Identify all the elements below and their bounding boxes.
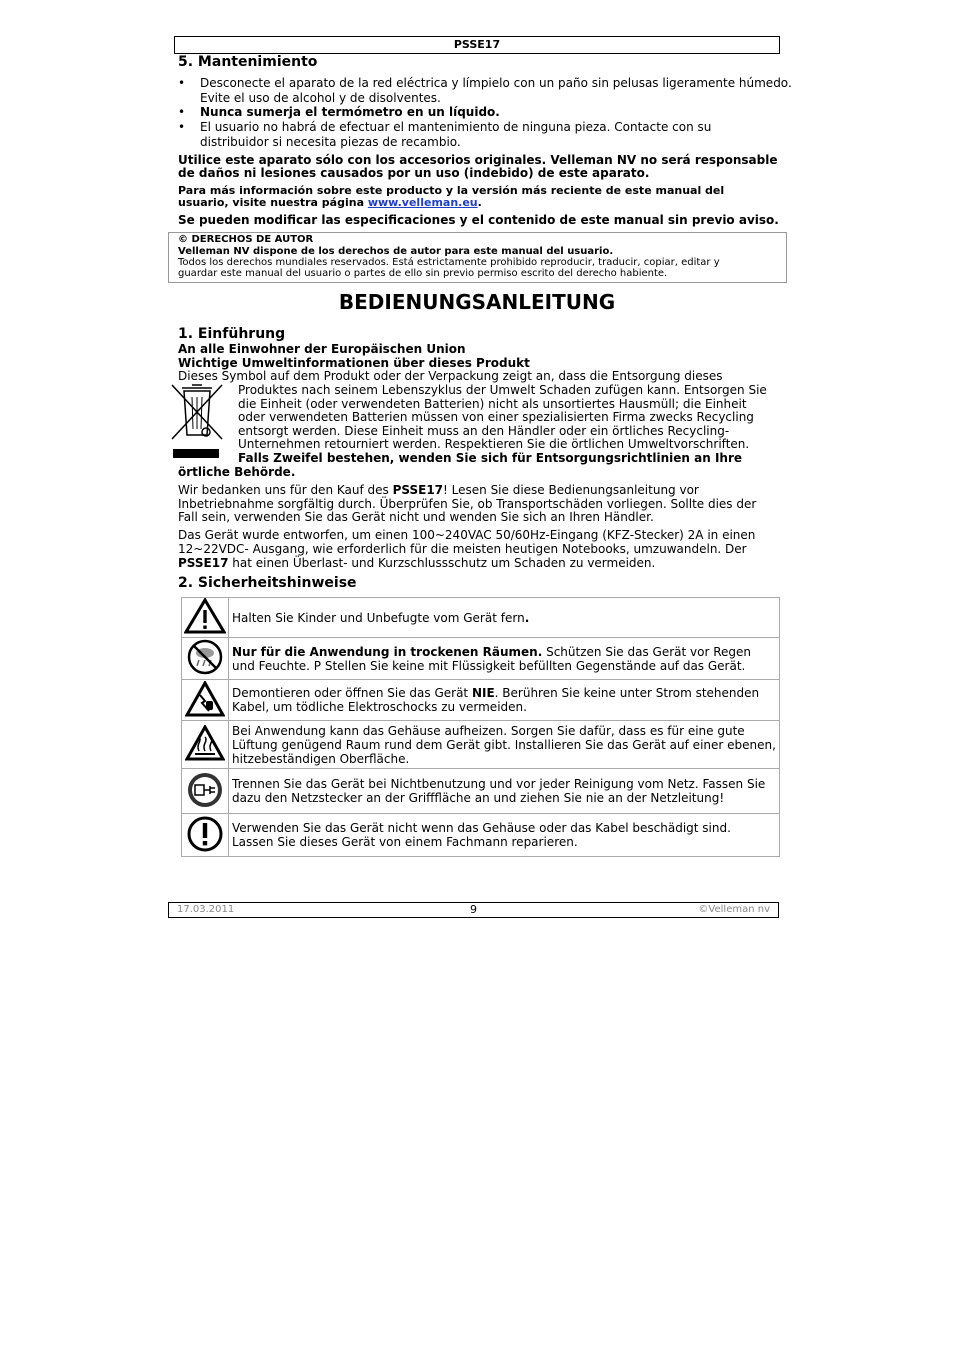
safety-table — [181, 597, 780, 857]
env-text-bold: Falls Zweifel bestehen, wenden Sie sich für Entsorgungsrichtlinien an Ihre — [238, 451, 743, 465]
model-name: PSSE17 — [178, 556, 229, 570]
bullet-text: Evite el uso de alcohol y de disolventes. — [200, 91, 441, 105]
text: Demontieren oder öffnen Sie das Gerät — [232, 686, 472, 700]
footer-copyright: ©Velleman nv — [698, 904, 770, 915]
table-row — [182, 814, 780, 857]
env-text-bold: örtliche Behörde. — [178, 465, 296, 479]
env-text-line: Dieses Symbol auf dem Produkt oder der Verpackung zeigt an, dass die Entsorgung dieses — [178, 369, 723, 383]
unplug-icon — [182, 769, 229, 814]
safety-text — [229, 814, 780, 857]
exclamation-icon — [182, 814, 229, 857]
page-number: 9 — [470, 903, 477, 916]
intro-paragraph-line: Fall sein, verwenden Sie das Gerät nicht und wenden Sie sich an Ihren Händler. — [178, 510, 654, 524]
device-paragraph-line — [178, 556, 655, 570]
text: Halten Sie Kinder und Unbefugte vom Gerät fern — [232, 610, 525, 625]
safety-text — [229, 598, 780, 638]
note-info-suffix: . — [477, 196, 482, 209]
velleman-website-link[interactable]: www.velleman.eu — [367, 196, 478, 209]
note-info-2 — [178, 196, 482, 209]
text: hat einen Überlast- und Kurzschlussschutz um Schaden zu vermeiden. — [228, 556, 656, 570]
env-text-line: Produktes nach seinem Lebenszyklus der Umwelt Schaden zufügen kann. Entsorgen Sie — [238, 383, 767, 397]
copyright-title: © DERECHOS DE AUTOR — [178, 234, 314, 245]
electric-shock-icon — [182, 680, 229, 721]
note-specifications: Se pueden modificar las especificaciones y el contenido de este manual sin previo aviso. — [178, 213, 779, 227]
page-title: BEDIENUNGSANLEITUNG — [338, 290, 616, 314]
table-row — [182, 721, 780, 769]
bullet-text: Desconecte el aparato de la red eléctrica y límpielo con un paño sin pelusas ligeramente húmedo. — [200, 76, 792, 90]
text: NIE — [471, 686, 495, 700]
copyright-line: guardar este manual del usuario o partes de ello sin previo permiso escrito del derecho habiente. — [178, 268, 668, 279]
table-row — [182, 769, 780, 814]
section-heading-einfuehrung: 1. Einführung — [178, 326, 286, 342]
text: Wir bedanken uns für den Kauf des — [178, 483, 393, 497]
weee-crossed-bin-icon — [170, 383, 226, 461]
table-row — [182, 598, 780, 638]
text: . — [524, 610, 530, 625]
note-accessories-2: de daños ni lesiones causados por un uso (indebido) de este aparato. — [178, 166, 650, 180]
text: Schützen Sie das Gerät vor Regen und Feuchte. P Stellen Sie keine mit Flüssigkeit befüllten Gegenstände auf das Gerät. — [232, 644, 751, 673]
env-text-line: entsorgt werden. Diese Einheit muss an den Händler oder ein örtliches Recycling- — [238, 424, 730, 438]
safety-text — [229, 638, 780, 680]
text: . Berühren Sie keine unter Strom stehenden Kabel, um tödliche Elektroschocks zu vermeiden. — [232, 686, 760, 714]
safety-text — [229, 769, 780, 814]
table-row — [182, 680, 780, 721]
text: Bei Anwendung kann das Gehäuse aufheizen. Sorgen Sie dafür, dass es für eine gute Lüftung genügend Raum rund dem Gerät gibt. Installieren Sie das Gerät auf einer ebenen, hitzebeständigen Oberfläche. — [232, 723, 776, 766]
text: Verwenden Sie das Gerät nicht wenn das Gehäuse oder das Kabel beschädigt sind. Lassen Sie dieses Gerät von einem Fachmann reparieren. — [232, 821, 731, 849]
subheading-environment: Wichtige Umweltinformationen über dieses Produkt — [178, 356, 530, 370]
device-paragraph-line: Das Gerät wurde entworfen, um einen 100~240VAC 50/60Hz-Eingang (KFZ-Stecker) 2A in einen — [178, 528, 756, 542]
intro-paragraph-line — [178, 483, 699, 497]
bullet-text: distribuidor si necesita piezas de recambio. — [200, 135, 461, 149]
table-row — [182, 638, 780, 680]
text: Nur für die Anwendung in trockenen Räumen. — [232, 644, 543, 659]
bullet-dot: • — [178, 105, 186, 119]
text: ! Lesen Sie diese Bedienungsanleitung vor — [443, 483, 699, 497]
env-text-line: oder verwendeten Batterien müssen von einer spezialisierten Firma zwecks Recycling — [238, 410, 754, 424]
section-heading-sicherheitshinweise: 2. Sicherheitshinweise — [178, 575, 357, 591]
note-accessories-1: Utilice este aparato sólo con los accesorios originales. Velleman NV no será responsable — [178, 153, 778, 167]
document-header — [174, 36, 780, 54]
env-text-line: die Einheit (oder verwendeten Batterien) nicht als unsortiertes Hausmüll; die Einheit — [238, 397, 747, 411]
document-footer — [168, 902, 779, 918]
subheading-eu: An alle Einwohner der Europäischen Union — [178, 342, 466, 356]
intro-paragraph-line: Inbetriebnahme sorgfältig durch. Überprüfen Sie, ob Transportschäden vorliegen. Sollte dies der — [178, 497, 757, 511]
note-info-1: Para más información sobre este producto y la versión más reciente de este manual del — [178, 184, 725, 197]
bullet-dot: • — [178, 120, 186, 134]
note-info-text: usuario, visite nuestra página — [178, 196, 368, 209]
safety-text — [229, 680, 780, 721]
bullet-text-bold: Nunca sumerja el termómetro en un líquido. — [200, 105, 500, 119]
bullet-dot: • — [178, 76, 186, 90]
text: Trennen Sie das Gerät bei Nichtbenutzung und vor jeder Reinigung vom Netz. Fassen Sie dazu den Netzstecker an der Grifffläche an und ziehen Sie nie an der Netzleitung! — [232, 777, 766, 805]
hot-surface-icon — [182, 721, 229, 769]
device-paragraph-line: 12~22VDC- Ausgang, wie erforderlich für die meisten heutigen Notebooks, umzuwandeln. Der — [178, 542, 747, 556]
model-name: PSSE17 — [392, 483, 444, 497]
safety-text — [229, 721, 780, 769]
section-heading-mantenimiento: 5. Mantenimiento — [178, 54, 318, 70]
footer-date: 17.03.2011 — [177, 904, 235, 915]
env-text-line: Unternehmen retourniert werden. Respektieren Sie die örtlichen Umweltvorschriften. — [238, 437, 750, 451]
copyright-box — [168, 232, 787, 283]
bullet-text: El usuario no habrá de efectuar el mantenimiento de ninguna pieza. Contacte con su — [200, 120, 712, 134]
copyright-line: Todos los derechos mundiales reservados. Está estrictamente prohibido reproducir, traducir, copiar, editar y — [178, 257, 720, 268]
warning-triangle-icon — [182, 598, 229, 638]
no-rain-icon — [182, 638, 229, 680]
copyright-line: Velleman NV dispone de los derechos de autor para este manual del usuario. — [178, 246, 614, 257]
model-number: PSSE17 — [453, 38, 501, 51]
